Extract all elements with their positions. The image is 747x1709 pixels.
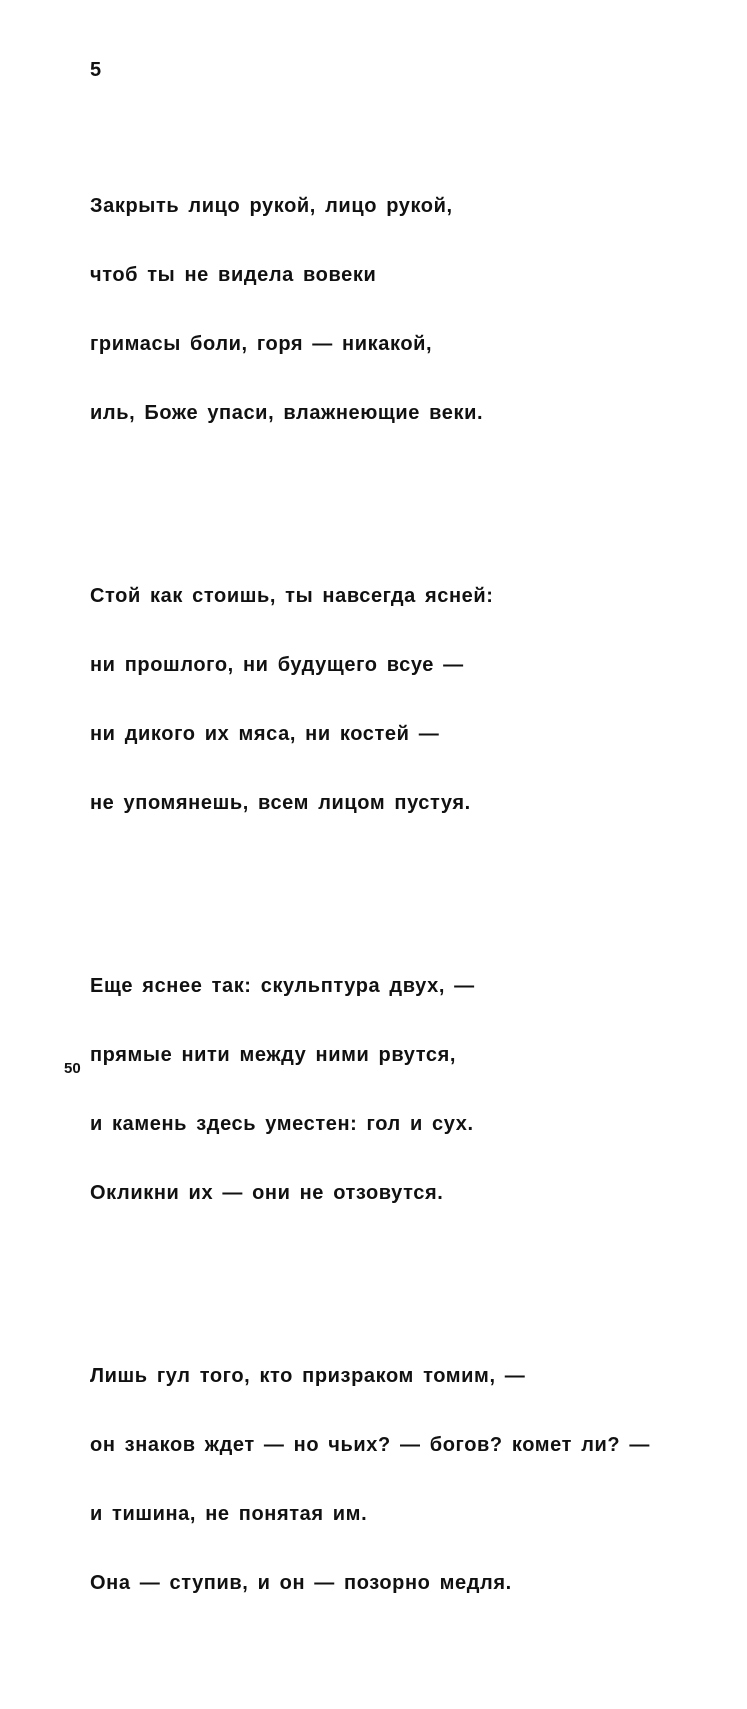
poem-line: и тишина, не понятая им.	[90, 1503, 368, 1525]
poem-line: и камень здесь уместен: гол и сух.	[90, 1113, 474, 1135]
page-number: 50	[64, 1060, 81, 1077]
stanza-3	[90, 929, 710, 1251]
poem-line: ни прошлого, ни будущего всуе —	[90, 654, 464, 676]
poem-number: 5	[90, 59, 102, 81]
stanza-1	[90, 149, 710, 471]
stanza-4	[90, 1319, 710, 1641]
stanza-2	[90, 539, 710, 861]
poem-body	[90, 103, 710, 1709]
poem-line: чтоб ты не видела вовеки	[90, 264, 377, 286]
poem-line: он знаков ждет — но чьих? — богов? комет ли? —	[90, 1434, 650, 1456]
poem-line: не упомянешь, всем лицом пустуя.	[90, 792, 471, 814]
poem-line: Лишь гул того, кто призраком томим, —	[90, 1365, 526, 1387]
poem-line: иль, Боже упаси, влажнеющие веки.	[90, 402, 484, 424]
poem-line: Стой как стоишь, ты навсегда ясней:	[90, 585, 494, 607]
poem-line: гримасы боли, горя — никакой,	[90, 333, 433, 355]
poem-line: Окликни их — они не отзовутся.	[90, 1182, 444, 1204]
poem-line: прямые нити между ними рвутся,	[90, 1044, 457, 1066]
poem-line: ни дикого их мяса, ни костей —	[90, 723, 440, 745]
poem-line: Закрыть лицо рукой, лицо рукой,	[90, 195, 453, 217]
poem-line: Она — ступив, и он — позорно медля.	[90, 1572, 512, 1594]
poem-line: Еще яснее так: скульптура двух, —	[90, 975, 475, 997]
